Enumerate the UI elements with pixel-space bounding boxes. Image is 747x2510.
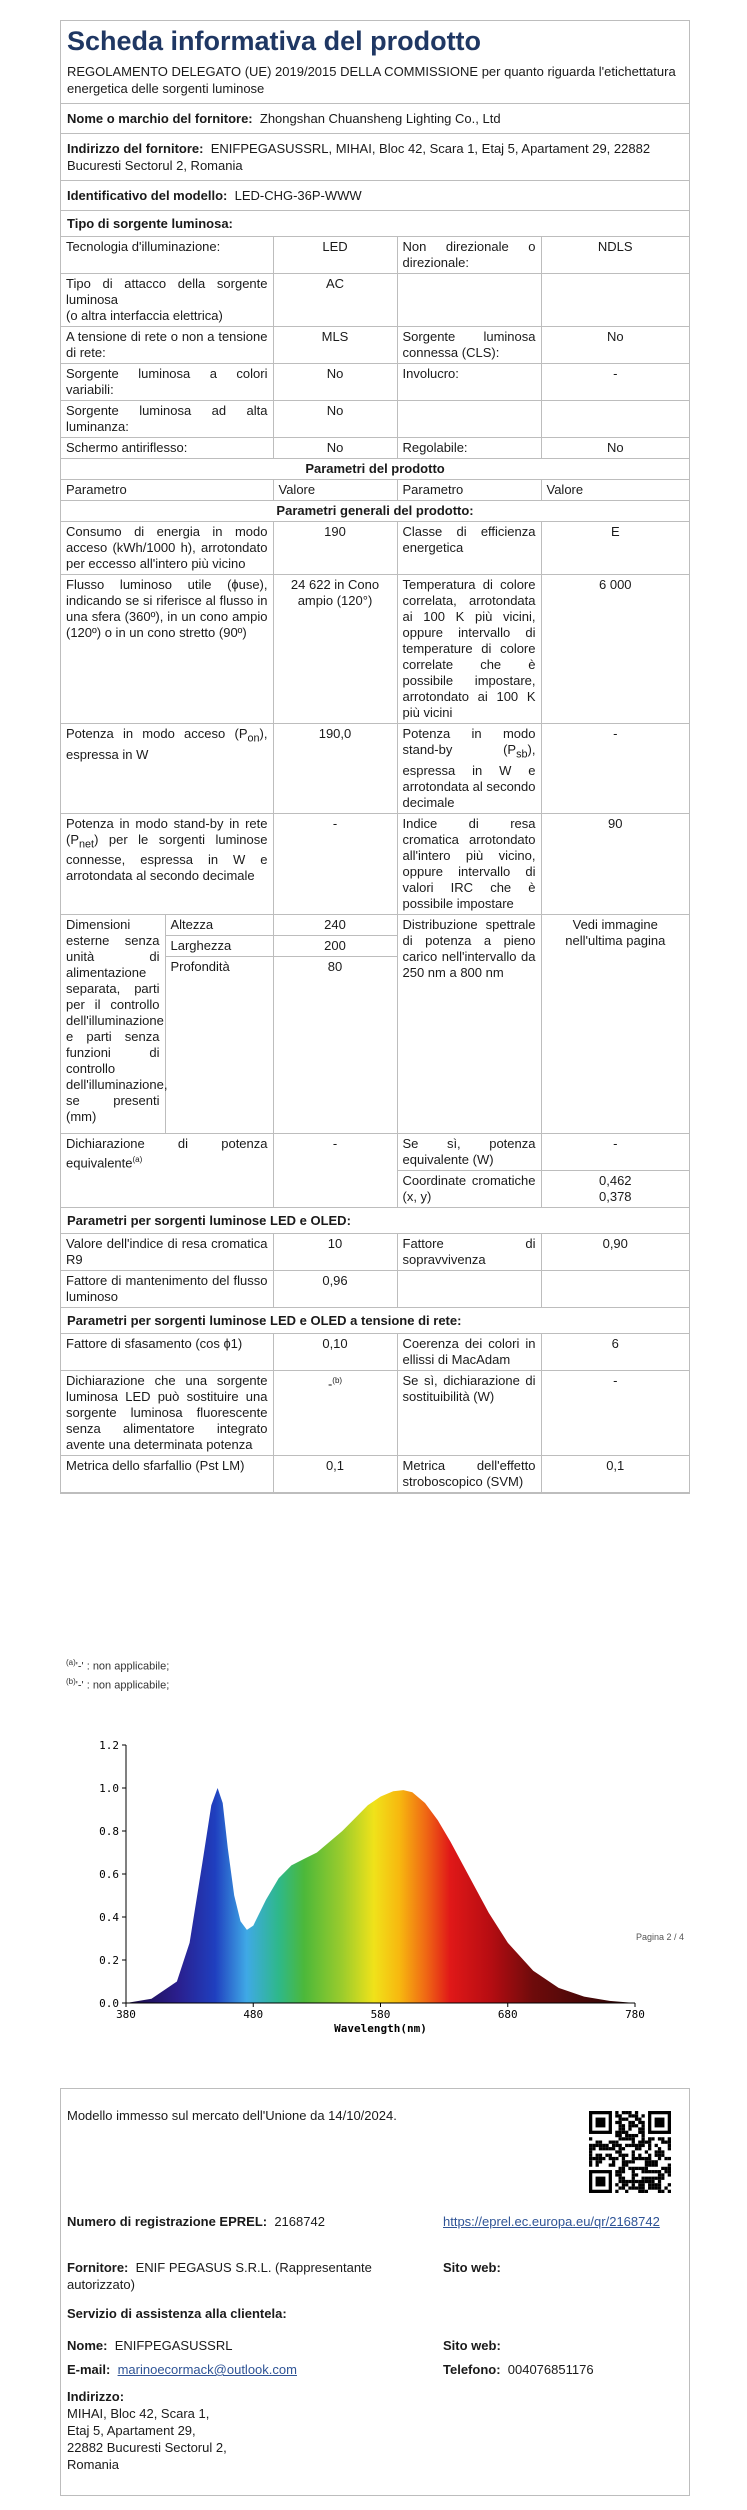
param-value: AC [273,274,397,327]
table-row [61,438,689,459]
param-value: 90 [541,813,689,914]
param-label: Tipo di attacco della sorgente luminosa (o altra interfaccia elettrica) [61,274,273,327]
param-label: Distribuzione spettrale di potenza a pieno carico nell'intervallo da 250 nm a 800 nm [397,914,541,1134]
param-value: No [273,401,397,438]
param-label: Se sì, potenza equivalente (W) [397,1134,541,1171]
dim-value: 240 [273,914,397,935]
param-value: E [541,522,689,575]
mains-params-heading: Parametri per sorgenti luminose LED e OLED a tensione di rete: [61,1308,689,1334]
param-value: 0,462 0,378 [541,1171,689,1208]
param-value [541,274,689,327]
param-label: Classe di efficienza energetica [397,522,541,575]
param-label: A tensione di rete o non a tensione di rete: [61,327,273,364]
led-params-heading: Parametri per sorgenti luminose LED e OLED: [61,1208,689,1234]
col-header-param-1: Parametro [61,480,273,501]
address-footer-lines: MIHAI, Bloc 42, Scara 1, Etaj 5, Apartament 29, 22882 Bucuresti Sectorul 2, Romania [67,2406,227,2472]
x-tick-label: 480 [243,2008,264,2021]
param-label [397,1271,541,1308]
service-name-row: Nome: ENIFPEGASUSSRL [67,2338,233,2353]
product-params-heading: Parametri del prodotto [61,459,689,480]
x-tick-label: 580 [370,2008,391,2021]
x-tick-label: 680 [497,2008,518,2021]
customer-service-label: Servizio di assistenza alla clientela: [67,2306,287,2321]
param-label: Dichiarazione che una sorgente luminosa LED può sostituire una sorgente luminosa fluorescente senza alimentatore integrato avente una determinata potenza [61,1371,273,1456]
param-label: Tecnologia d'illuminazione: [61,237,273,274]
param-value: NDLS [541,237,689,274]
param-value: No [541,327,689,364]
model-label: Identificativo del modello: [67,188,228,203]
param-label: Potenza in modo stand-by $(P_{sb})$, espressa in W e arrotondata al secondo decimale [397,724,541,814]
param-value: 6 000 [541,575,689,724]
param-value: - [541,724,689,814]
website-label: Sito web: [443,2260,501,2275]
page-title: Scheda informativa del prodotto [67,26,482,56]
param-label: Sorgente luminosa a colori variabili: [61,364,273,401]
address-row [61,134,689,181]
y-tick-label: 0.2 [99,1954,119,1967]
address-footer-label: Indirizzo: [67,2389,125,2404]
address-label: Indirizzo del fornitore: [67,141,204,156]
eprel-sheet [60,2088,690,2496]
phone-row: Telefono: 004076851176 [443,2362,594,2377]
param-value [541,1271,689,1308]
param-value: 0,90 [541,1234,689,1271]
general-params-heading: Parametri generali del prodotto: [61,501,689,522]
param-label [397,401,541,438]
param-value: 24 622 in Cono ampio (120°) [273,575,397,724]
col-header-value-2: Valore [541,480,689,501]
spectrum-chart-svg [80,1725,700,2050]
param-value: 6 [541,1334,689,1371]
param-label: Sorgente luminosa ad alta luminanza: [61,401,273,438]
spectrum-chart [80,1725,700,2050]
eprel-number: 2168742 [274,2214,325,2229]
param-value: 190 [273,522,397,575]
market-placement: Modello immesso sul mercato dell'Unione da 14/10/2024. [67,2108,397,2123]
param-label: Involucro: [397,364,541,401]
param-value: 0,1 [273,1456,397,1493]
param-value: 0,1 [541,1456,689,1493]
param-label: Dichiarazione di potenza equivalente$^{(a)}$ [61,1134,273,1208]
dim-value: 200 [273,935,397,956]
param-label: Fattore di sfasamento (cos ɸ1) [61,1334,273,1371]
dim-value: 80 [273,956,397,977]
regulation-text: REGOLAMENTO DELEGATO (UE) 2019/2015 DELLA COMMISSIONE per quanto riguarda l'etichettatura energetica delle sorgenti luminose [61,63,689,104]
model-row [61,181,689,211]
col-header-param-2: Parametro [397,480,541,501]
table-row [61,364,689,401]
type-table [61,237,689,459]
supplier-footer-row: Fornitore: ENIF PEGASUS S.R.L. (Rappresentante autorizzato) [67,2260,372,2292]
param-label: Dimensioni esterne senza unità di alimentazione separata, parti per il controllo dell'illuminazione e parti senza funzioni di controllo dell'illuminazione, se presenti (mm) [61,914,165,1134]
param-value: MLS [273,327,397,364]
param-label: Potenza in modo stand-by in rete $(P_{net})$ per le sorgenti luminose connesse, espressa in W e arrotondata al secondo decimale [61,813,273,914]
param-label: Valore dell'indice di resa cromatica R9 [61,1234,273,1271]
param-value: LED [273,237,397,274]
param-value: Vedi immagine nell'ultima pagina [541,914,689,1134]
param-value: -$^{(b)}$ [273,1371,397,1456]
table-row [61,575,689,724]
param-label: Metrica dello sfarfallio (Pst LM) [61,1456,273,1493]
param-label: Temperatura di colore correlata, arrotondata ai 100 K più vicini, oppure intervallo di temperature di colore correlate che è possibile impostare, arrotondato ai 100 K più vicini [397,575,541,724]
param-label: Sorgente luminosa connessa (CLS): [397,327,541,364]
param-value: 0,10 [273,1334,397,1371]
table-row [61,1371,689,1456]
param-value: - [273,813,397,914]
table-row [61,1456,689,1493]
param-label: Fattore di sopravvivenza [397,1234,541,1271]
param-value: 190,0 [273,724,397,814]
dim-label: Profondità [165,956,273,1134]
phone-value: 004076851176 [507,2362,594,2377]
eprel-row: Numero di registrazione EPREL: 2168742 [67,2214,325,2229]
param-label: Schermo antiriflesso: [61,438,273,459]
supplier-label: Nome o marchio del fornitore: [67,111,253,126]
website2-label: Sito web: [443,2338,501,2353]
param-label: Coerenza dei colori in ellissi di MacAdam [397,1334,541,1371]
supplier-row [61,104,689,134]
spectrum-area [126,1788,635,2003]
x-tick-label: 380 [116,2008,136,2021]
table-row [61,813,689,914]
col-header-value-1: Valore [273,480,397,501]
param-value: 0,96 [273,1271,397,1308]
dim-label: Altezza [165,914,273,935]
param-value: No [541,438,689,459]
y-tick-label: 0.6 [99,1868,119,1881]
param-label: Consumo di energia in modo acceso (kWh/1000 h), arrotondato per eccesso all'intero più vicino [61,522,273,575]
table-row [61,274,689,327]
table-row [61,1334,689,1371]
param-label [397,274,541,327]
y-tick-label: 1.0 [99,1782,119,1795]
param-label: Indice di resa cromatica arrotondato all'intero più vicino, oppure intervallo di valori IRC che è possibile impostare [397,813,541,914]
y-tick-label: 0.8 [99,1825,119,1838]
address-value: ENIFPEGASUSSRL, MIHAI, Bloc 42, Scara 1, Etaj 5, Apartament 29, 22882 Bucuresti Sectorul 2, Romania [67,141,651,173]
param-value [541,401,689,438]
model-value: LED-CHG-36P-WWW [234,188,362,203]
param-value: - [541,364,689,401]
x-axis-label: Wavelength(nm) [334,2022,427,2035]
qr-code-icon[interactable] [589,2111,671,2193]
led-table [61,1234,689,1308]
param-label: Coordinate cromatiche (x, y) [397,1171,541,1208]
product-info-sheet [60,20,690,1494]
footnote-a: $^{(a)}$'-' : non applicabile; [66,1658,170,1673]
param-label: Se sì, dichiarazione di sostituibilità (W) [397,1371,541,1456]
param-label: Metrica dell'effetto stroboscopico (SVM) [397,1456,541,1493]
table-row [61,724,689,814]
footnote-b: $^{(b)}$'-' : non applicabile; [66,1677,170,1692]
mains-table [61,1334,689,1493]
param-value: No [273,364,397,401]
supplier-value: Zhongshan Chuansheng Lighting Co., Ltd [259,111,501,126]
table-row [61,914,689,935]
table-row [61,1134,689,1171]
param-value: - [541,1134,689,1171]
dim-label: Larghezza [165,935,273,956]
param-label: Regolabile: [397,438,541,459]
eprel-link[interactable]: https://eprel.ec.europa.eu/qr/2168742 [443,2214,660,2229]
param-value: No [273,438,397,459]
param-label: Potenza in modo acceso $(P_{on})$, espressa in W [61,724,273,814]
param-label: Non direzionale o direzionale: [397,237,541,274]
param-value: - [541,1371,689,1456]
email-link[interactable]: marinoecormack@outlook.com [117,2362,297,2377]
table-row [61,237,689,274]
y-tick-label: 0.4 [99,1911,119,1924]
x-tick-label: 780 [625,2008,645,2021]
table-row [61,1271,689,1308]
table-row [61,1234,689,1271]
param-label: Flusso luminoso utile (ɸuse), indicando se si riferisce al flusso in una sfera (360º), in un cono ampio (120º) o in un cono stretto (90º) [61,575,273,724]
page-number: Pagina 2 / 4 [636,1932,685,1942]
table-row [61,522,689,575]
param-label: Fattore di mantenimento del flusso luminoso [61,1271,273,1308]
y-tick-label: 0.0 [99,1997,119,2010]
param-value: - [273,1134,397,1208]
param-value: 10 [273,1234,397,1271]
table-row [61,401,689,438]
y-tick-label: 1.2 [99,1739,119,1752]
email-row: E-mail: marinoecormack@outlook.com [67,2362,297,2377]
table-row [61,327,689,364]
parameters-table [61,459,689,1208]
light-source-type-heading: Tipo di sorgente luminosa: [61,211,689,237]
